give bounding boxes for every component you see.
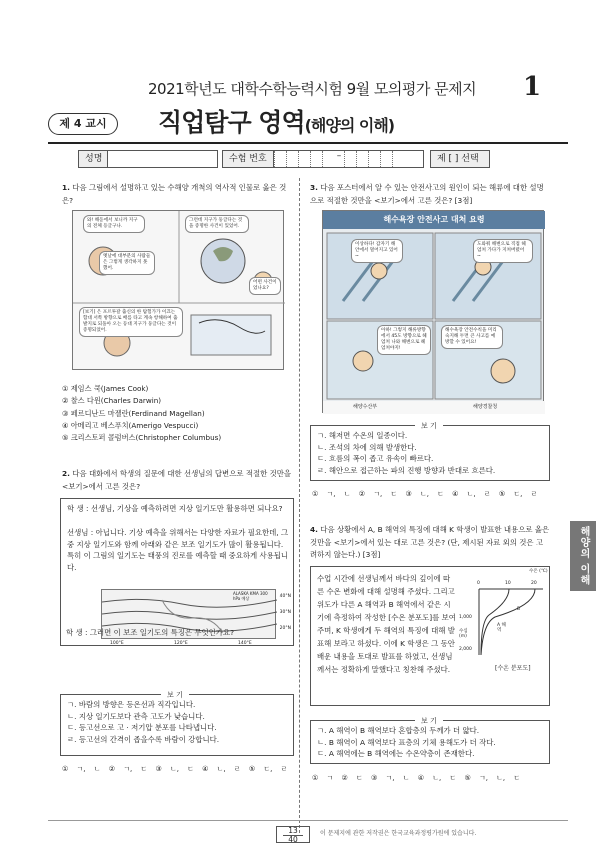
q4-a-label: A 해역 bbox=[497, 623, 506, 633]
q1-choices bbox=[62, 383, 292, 444]
copyright-notice: 이 문제지에 관한 저작권은 한국교육과정평가원에 있습니다. bbox=[320, 830, 477, 837]
q2-answer-1[interactable]: ① ㄱ, ㄴ bbox=[62, 765, 101, 773]
q3-bubble-3: 아하! 그렇지 해류방향에서 45도 방향으로 헤엄쳐 나와 해변으로 헤엄쳐야지! bbox=[377, 325, 431, 355]
q3-answers bbox=[312, 489, 537, 499]
map-lat-3: 20°N bbox=[279, 626, 291, 631]
map-title: ALASKA KMA 300 hPa 예상 bbox=[233, 591, 268, 601]
q2-answer-4[interactable]: ④ ㄴ, ㄹ bbox=[202, 765, 241, 773]
subject-main: 직업탐구 영역 bbox=[158, 108, 305, 137]
exam-title: 2021학년도 대학수학능력시험 9월 모의평가 문제지 bbox=[148, 80, 477, 98]
footer-rule bbox=[48, 820, 568, 821]
q2-dialog-3: 학 생 : 그러면 이 보조 일기도의 특징은 무엇인가요? bbox=[66, 628, 234, 637]
map-lon-2: 120°E bbox=[174, 641, 188, 646]
q4-answer-2[interactable]: ② ㄷ bbox=[341, 774, 363, 782]
q2-bogi-2: ㄴ. 지상 일기도보다 관측 고도가 낮습니다. bbox=[67, 711, 205, 721]
q1-choice-4[interactable]: ④ 아메리고 베스푸치(Amerigo Vespucci) bbox=[62, 420, 199, 430]
q1-bubble-2: 그런데 지구가 둥글다는 것을 증명한 사건이 있었어. bbox=[185, 215, 249, 233]
q4-b-label: B bbox=[517, 607, 521, 612]
q3-answer-5[interactable]: ⑤ ㄷ, ㄹ bbox=[498, 490, 538, 498]
q3-bogi-list bbox=[317, 430, 545, 476]
q2-answer-3[interactable]: ③ ㄴ, ㄷ bbox=[155, 765, 194, 773]
q1-bubble-5: [보기] 은 포르투갈 출신의 한 탐험가가 이끄는 함대 서쪽 방향으로 배를 타고 계속 항해하여 출발지로 되돌아 오는 등대 지구가 둥글다는 것이 증명되었어. bbox=[79, 307, 183, 337]
q4-answer-3[interactable]: ③ ㄱ, ㄴ bbox=[371, 774, 410, 782]
q1-bubble-1: 와! 해돋에서 보니까 지구의 전체 등글구나. bbox=[83, 215, 145, 233]
q2-stem: 2. 다음 대화에서 학생의 질문에 대한 선생님의 답변으로 적절한 것만을 <보기>에서 고른 것은? bbox=[62, 469, 292, 491]
poster-title: 해수욕장 안전사고 대처 요령 bbox=[323, 211, 545, 229]
q4-answer-1[interactable]: ① ㄱ bbox=[312, 774, 334, 782]
q4-answer-4[interactable]: ④ ㄴ, ㄷ bbox=[417, 774, 457, 782]
subject-sub: (해양의 이해) bbox=[304, 116, 395, 135]
student-info-row bbox=[78, 150, 530, 168]
q4-bogi-2: ㄴ. B 해역이 A 해역보다 표층의 기체 용해도가 더 작다. bbox=[317, 737, 496, 747]
q4-depth-label: 수심 (m) bbox=[459, 629, 468, 639]
q2-dialog-box bbox=[60, 498, 294, 646]
q1-stem: 1. 다음 그림에서 설명하고 있는 수해양 개척의 역사적 인물로 옳은 것은? bbox=[62, 183, 287, 205]
q4-t-tick-1: 10 bbox=[505, 581, 511, 586]
q2-bogi-title: 보 기 bbox=[161, 690, 189, 700]
q4-t-tick-2: 20 bbox=[531, 581, 537, 586]
q2-answers bbox=[62, 764, 287, 774]
q1-comic bbox=[72, 210, 284, 370]
q1-choice-3[interactable]: ③ 페르디난드 마젤란(Ferdinand Magellan) bbox=[62, 408, 205, 418]
name-field[interactable] bbox=[108, 150, 218, 168]
q3-bogi-1: ㄱ. 해저면 수온의 일종이다. bbox=[317, 431, 408, 440]
q3-bubble-1: 이상하다! 갑자기 해안에서 멀어지고 있어 ~ bbox=[351, 239, 403, 263]
poster-footer-2: 해양경찰청 bbox=[473, 404, 498, 410]
map-lon-1: 100°E bbox=[110, 641, 124, 646]
q1-bubble-3: 옛날에 대부분의 사람들은 그렇게 생각하지 못했어. bbox=[99, 251, 155, 275]
map-lat-2: 30°N bbox=[279, 610, 291, 615]
page-total: 40 bbox=[283, 835, 303, 844]
q4-t-tick-0: 0 bbox=[477, 581, 480, 586]
name-label: 성명 bbox=[78, 150, 108, 168]
choice-label: 제 [ ] 선택 bbox=[430, 150, 490, 168]
q1-choice-5[interactable]: ⑤ 크리스토퍼 콜럼버스(Christopher Columbus) bbox=[62, 433, 222, 443]
q4-bogi-box bbox=[310, 717, 550, 764]
q4-d-tick-1: 2,000 bbox=[459, 647, 472, 652]
q2-bogi-list bbox=[67, 699, 289, 745]
q3-bogi-2: ㄴ. 조석의 차에 의해 발생한다. bbox=[317, 442, 417, 452]
q3-bogi-box bbox=[310, 422, 550, 481]
poster-footer-1: 해양수산부 bbox=[353, 404, 378, 410]
map-lon-3: 140°E bbox=[238, 641, 252, 646]
q3-bubble-2: 도와줘 해변으로 직접 헤엄쳐 가다가 지쳐버렸어 ~ bbox=[473, 239, 533, 263]
q3-answer-1[interactable]: ① ㄱ, ㄴ bbox=[312, 490, 351, 498]
q2-answer-5[interactable]: ⑤ ㄷ, ㄹ bbox=[248, 765, 288, 773]
q2-bogi-3: ㄷ. 등고선으로 고 · 저기압 분포를 나타냅니다. bbox=[67, 723, 217, 732]
q4-situation: 수업 시간에 선생님께서 바다의 깊이에 따른 수온 변화에 대해 설명해 주셨다. 그리고 위도가 다른 A 해역과 B 해역에서 같은 시기에 측정하여 작성한 [수온 분포도]를 보여주며, K 학생에게 두 해역의 특징에 대해 발표해 보라고 하셨다. 이에 K 학생은 그 동안 배운 내용을 토대로 발표를 하였고, 선생님께서는 정확하게 말했다고 칭찬해 주셨다. bbox=[317, 574, 456, 674]
q3-bogi-4: ㄹ. 해안으로 접근하는 파의 진행 방향과 반대로 흐른다. bbox=[317, 465, 496, 475]
q3-answer-2[interactable]: ② ㄱ, ㄷ bbox=[358, 490, 398, 498]
q2-dialog-1: 학 생 : 선생님, 기상을 예측하려면 지상 일기도만 활용하면 되나요? bbox=[67, 504, 283, 513]
page-counter bbox=[276, 826, 310, 843]
q4-bogi-title: 보 기 bbox=[415, 716, 443, 726]
subject-side-tab: 해양의 이해 bbox=[570, 521, 596, 591]
q3-poster bbox=[322, 210, 544, 413]
header-rule bbox=[48, 142, 568, 144]
q1-choice-2[interactable]: ② 찰스 다윈(Charles Darwin) bbox=[62, 396, 162, 406]
page-current: 13 bbox=[288, 826, 298, 835]
map-lat-1: 40°N bbox=[279, 594, 291, 599]
q4-bogi-3: ㄷ. A 해역에는 B 해역에는 수온약층이 존재한다. bbox=[317, 749, 475, 758]
q4-bogi-1: ㄱ. A 해역이 B 해역보다 혼합층의 두께가 더 얇다. bbox=[317, 726, 480, 735]
q2-answer-2[interactable]: ② ㄱ, ㄷ bbox=[108, 765, 148, 773]
q4-d-tick-0: 1,000 bbox=[459, 615, 472, 620]
q4-bogi-list bbox=[317, 725, 545, 760]
q4-temp-label: 수온 (℃) bbox=[529, 569, 548, 574]
exam-no-label: 수험 번호 bbox=[222, 150, 274, 168]
q2-bogi-1: ㄱ. 바람의 방향은 등온선과 직각입니다. bbox=[67, 700, 196, 709]
q3-answer-4[interactable]: ④ ㄴ, ㄹ bbox=[452, 490, 491, 498]
q4-situation-box bbox=[310, 566, 550, 706]
q4-answers bbox=[312, 773, 520, 783]
q3-bogi-title: 보 기 bbox=[415, 421, 443, 431]
q2-bogi-4: ㄹ. 등고선의 간격이 좁을수록 바람이 강합니다. bbox=[67, 734, 220, 744]
q3-answer-3[interactable]: ③ ㄴ, ㄷ bbox=[405, 490, 444, 498]
q3-bubble-4: 해수욕장 안전수칙을 미리 숙지해 두면 큰 사고를 예방할 수 있어요! bbox=[441, 325, 503, 349]
q1-bubble-4: 어떤 사건이었나요? bbox=[249, 277, 281, 295]
period-badge: 제 4 교시 bbox=[48, 113, 118, 135]
subject-title bbox=[158, 103, 394, 139]
q3-bogi-3: ㄷ. 흐름의 폭이 좁고 유속이 빠르다. bbox=[317, 454, 434, 463]
q4-stem: 4. 다음 상황에서 A, B 해역의 특징에 대해 K 학생이 발표한 내용으로 옳은 것만을 <보기>에서 있는 대로 고른 것은? (단, 제시된 자료 외의 것은 고려하지 않는다.) [3점] bbox=[310, 525, 550, 559]
q4-chart-caption: [수온 분포도] bbox=[495, 665, 531, 672]
q2-dialog-2: 선생님 : 아닙니다. 기상 예측을 위해서는 다양한 자료가 필요한데, 그 중 지상 일기도와 함께 아래와 같은 보조 일기도가 많이 활용됩니다. 특히 이 그림의 일기도는 태풍의 진로를 예측할 때 중요하게 사용됩니다. bbox=[67, 528, 289, 572]
q4-answer-5[interactable]: ⑤ ㄱ, ㄴ, ㄷ bbox=[464, 774, 521, 782]
page-number: 1 bbox=[523, 72, 542, 102]
column-divider bbox=[299, 178, 300, 833]
q3-stem: 3. 다음 포스터에서 알 수 있는 안전사고의 원인이 되는 해류에 대한 설명으로 적절한 것만을 <보기>에서 고른 것은? [3점] bbox=[310, 183, 544, 205]
q1-choice-1[interactable]: ① 제임스 쿡(James Cook) bbox=[62, 384, 149, 393]
q2-bogi-box bbox=[60, 691, 294, 756]
exam-no-field[interactable]: – bbox=[274, 150, 424, 168]
